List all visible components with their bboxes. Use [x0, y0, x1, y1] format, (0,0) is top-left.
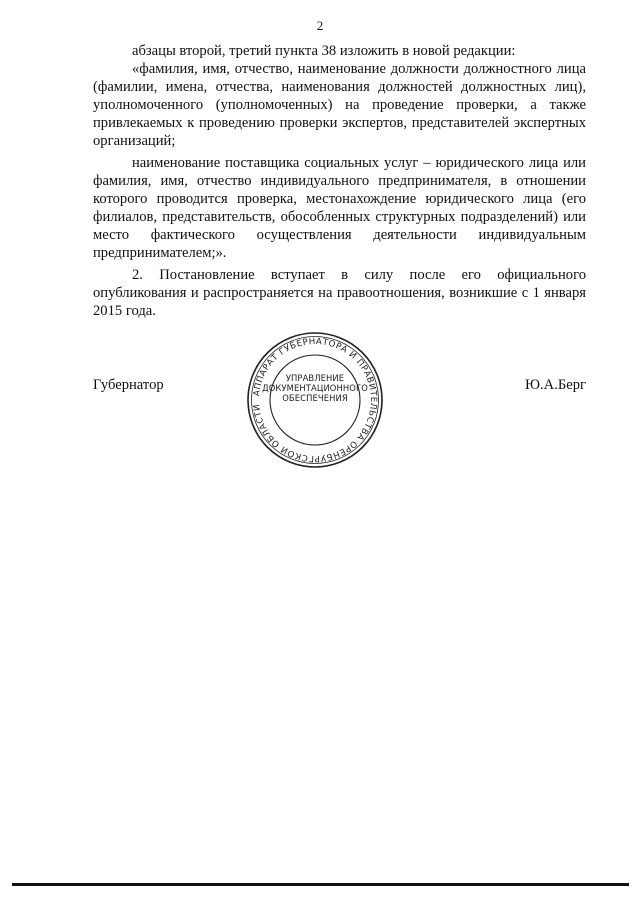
paragraph-effective-date: 2. Постановление вступает в силу после его официального опубликования и распространяется на правоотношения, возникшие с 1 января 2015 года. [93, 267, 586, 319]
paragraph-quote-official: «фамилия, имя, отчество, наименование должности должностного лица (фамилии, имена, отчества, наименования должностей должностных лиц), уполномоченного (уполномоченных) на проведение проверки, а также привлекаемых к проведению проверки экспертов, представителей экспертных организаций; [93, 61, 586, 149]
page-number: 2 [316, 18, 324, 33]
seal-center-line-3: ОБЕСПЕЧЕНИЯ [282, 393, 348, 403]
paragraph-intro: абзацы второй, третий пункта 38 изложить в новой редакции: [132, 43, 516, 59]
official-seal [246, 331, 384, 469]
paragraph-quote-provider: наименование поставщика социальных услуг – юридического лица или фамилия, имя, отчество индивидуального предпринимателя, в отношении которого проводится проверка, местонахождение юридического лица (его филиалов, представительств, обособленных структурных подразделений) или место фактического осуществления деятельности индивидуальным предпринимателем;». [93, 155, 586, 261]
bottom-rule [12, 883, 629, 886]
seal-center-line-2: ДОКУМЕНТАЦИОННОГО [262, 383, 368, 393]
signatory-title: Губернатор [93, 377, 164, 393]
document-body [93, 42, 586, 320]
seal-ring-text: АППАРАТ ГУБЕРНАТОРА И ПРАВИТЕЛЬСТВА ОРЕНБУРГСКОЙ ОБЛАСТИ [252, 336, 379, 464]
seal-center-line-1: УПРАВЛЕНИЕ [285, 373, 345, 383]
signatory-name: Ю.А.Берг [525, 377, 586, 393]
